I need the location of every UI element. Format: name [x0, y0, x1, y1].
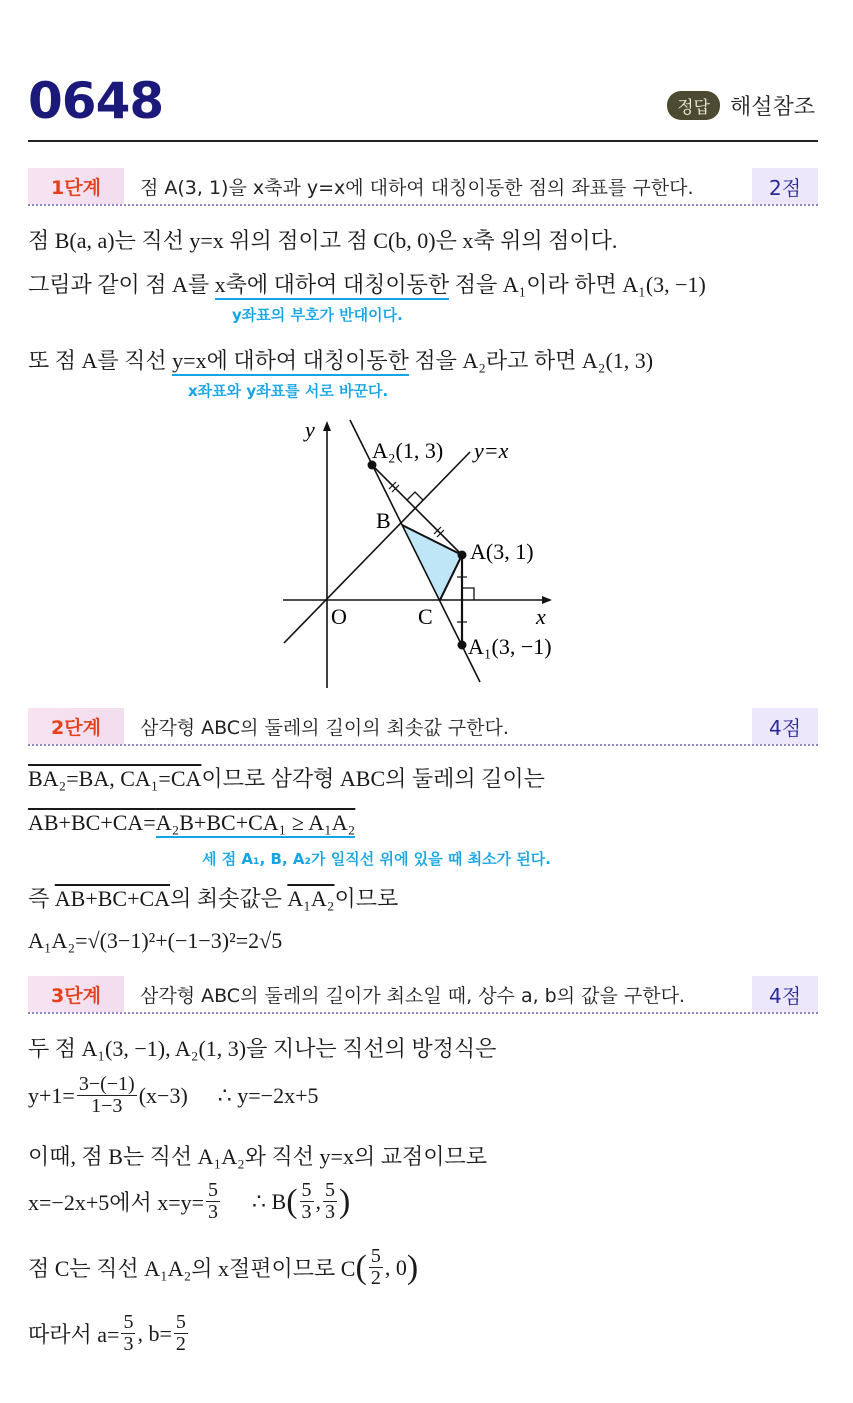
- underlined-phrase: y=x에 대하여 대칭이동한: [172, 348, 409, 376]
- x-axis-arrow-icon: [542, 596, 552, 604]
- x-axis-label: x: [536, 604, 546, 629]
- text: 점을 A₁이라 하면 A₁(3, −1): [449, 272, 706, 297]
- right-angle-mark: [407, 492, 423, 500]
- text: 이므로 삼각형 ABC의 둘레의 길이는: [201, 766, 545, 791]
- step-points: 4점: [752, 976, 818, 1012]
- annotation-note: y좌표의 부호가 반대이다.: [232, 306, 403, 324]
- equation: A₁A₂: [287, 886, 335, 911]
- point-a1: [458, 641, 467, 650]
- step-3-header: [28, 976, 818, 1014]
- result: ∴ y=−2x+5: [217, 1082, 319, 1108]
- step-description: 점 A(3, 1)을 x축과 y=x에 대하여 대칭이동한 점의 좌표를 구한다.: [140, 176, 694, 199]
- origin-label: O: [331, 604, 347, 629]
- y-axis-arrow-icon: [323, 421, 331, 431]
- problem-number: 0648: [28, 72, 164, 130]
- equation: BA₂=BA, CA₁=CA: [28, 766, 202, 791]
- answer-badge: 정답: [667, 91, 720, 120]
- step-points: 4점: [752, 708, 818, 744]
- coordinate-diagram: [270, 410, 600, 700]
- point-a1-label: A₁(3, −1): [468, 634, 552, 659]
- step-1-header: [28, 168, 818, 206]
- right-angle-mark: [462, 588, 474, 600]
- triangle-abc: [402, 525, 462, 600]
- step3-line4: x=−2x+5에서 x=y= $\frac{5}{3}$ ∴ B ( $\frac{5}{3}$ , $\frac{5}{3}$ ): [28, 1179, 351, 1223]
- step-2-header: [28, 708, 818, 746]
- text: (x−3): [138, 1082, 188, 1108]
- step3-equation: [28, 1074, 319, 1117]
- annotation-note: 세 점 A₁, B, A₂가 일직선 위에 있을 때 최소가 된다.: [202, 850, 551, 868]
- text: 또 점 A를 직선: [28, 348, 173, 373]
- y-axis-label: y: [305, 417, 315, 442]
- fraction: $\frac{5}{2}$: [175, 1311, 186, 1355]
- step2-line2: [28, 810, 355, 836]
- step2-line1: [28, 762, 545, 793]
- step3-line1: 두 점 A₁(3, −1), A₂(1, 3)을 지나는 직선의 방정식은: [28, 1036, 497, 1061]
- step2-line4: A₁A₂=√(3−1)²+(−1−3)²=2√5: [28, 928, 283, 953]
- text: y+1=: [28, 1082, 75, 1108]
- equation: AB+BC+CA: [54, 886, 171, 911]
- line-label: y=x: [474, 438, 509, 463]
- header-divider: [28, 140, 818, 142]
- point-a2-label: A₂(1, 3): [372, 438, 444, 463]
- text: 점을 A₂라고 하면 A₂(1, 3): [408, 348, 654, 373]
- fraction: $\frac{5}{3}$: [301, 1179, 312, 1223]
- text: 이므로: [334, 886, 399, 911]
- step3-line6: [28, 1312, 190, 1355]
- text: , b=: [137, 1320, 172, 1346]
- step-tag: 1단계: [28, 168, 124, 204]
- point-a: [458, 551, 467, 560]
- text: 의 최솟값은: [170, 886, 288, 911]
- text: ∴ B: [252, 1188, 287, 1214]
- answer-area: [667, 90, 815, 121]
- point-c-label: C: [418, 604, 433, 629]
- step-tag: 2단계: [28, 708, 124, 744]
- step1-line3: [28, 344, 653, 375]
- step-tag: 3단계: [28, 976, 124, 1012]
- step1-line2: [28, 268, 706, 299]
- text: x=−2x+5에서 x=y=: [28, 1190, 205, 1215]
- point-a-label: A(3, 1): [470, 539, 534, 564]
- underlined-phrase: x축에 대하여 대칭이동한: [215, 272, 450, 300]
- text: 그림과 같이 점 A를: [28, 272, 215, 297]
- step1-line1: 점 B(a, a)는 직선 y=x 위의 점이고 점 C(b, 0)은 x축 위의 점이다.: [28, 228, 618, 253]
- step3-line5: 점 C는 직선 A₁A₂의 x절편이므로 C ( $\frac{5}{2}$ , 0 ): [28, 1245, 419, 1289]
- annotation-note: x좌표와 y좌표를 서로 바꾼다.: [188, 382, 389, 400]
- point-b-label: B: [376, 508, 391, 533]
- fraction: $\frac{5}{3}$: [123, 1311, 134, 1355]
- fraction: $\frac{3-(-1)}{1-3}$: [78, 1073, 135, 1117]
- fraction: $\frac{5}{3}$: [208, 1179, 219, 1223]
- step-description: 삼각형 ABC의 둘레의 길이가 최소일 때, 상수 a, b의 값을 구한다.: [140, 984, 685, 1007]
- step-points: 2점: [752, 168, 818, 204]
- underlined-inequality: A₂B+BC+CA₁ ≥ A₁A₂: [156, 810, 356, 838]
- step3-line3: 이때, 점 B는 직선 A₁A₂와 직선 y=x의 교점이므로: [28, 1144, 487, 1169]
- step-description: 삼각형 ABC의 둘레의 길이의 최솟값 구한다.: [140, 716, 509, 739]
- text: 즉: [28, 886, 55, 911]
- answer-reference: 해설참조: [729, 95, 815, 120]
- text: 따라서 a=: [28, 1322, 120, 1347]
- text: 점 C는 직선 A₁A₂의 x절편이므로 C: [28, 1256, 356, 1281]
- step2-line3: [28, 882, 398, 913]
- fraction: $\frac{5}{2}$: [370, 1245, 381, 1289]
- fraction: $\frac{5}{3}$: [325, 1179, 336, 1223]
- equation: AB+BC+CA=: [28, 810, 156, 835]
